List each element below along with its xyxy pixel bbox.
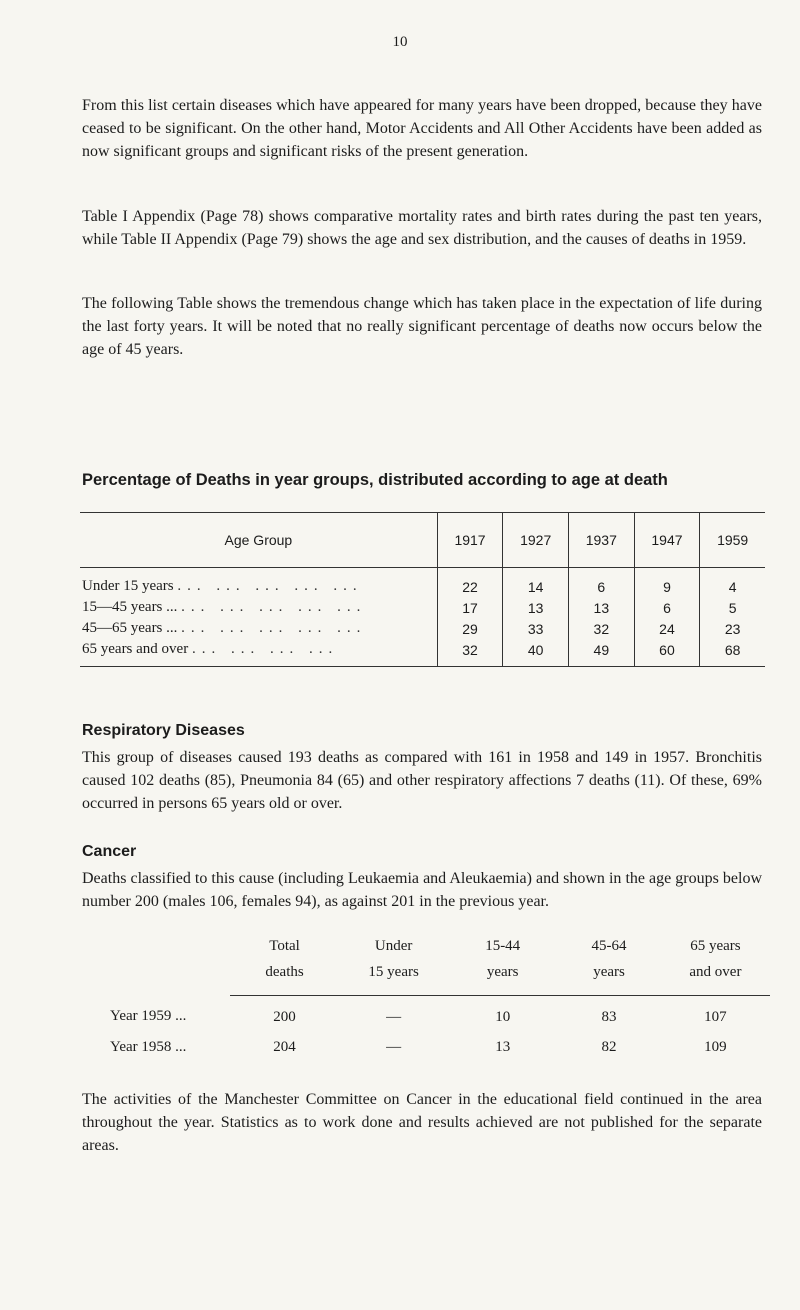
table-row (110, 1032, 770, 1062)
mortality-table (80, 512, 765, 667)
year-header: 1947 (634, 513, 700, 568)
table-cell: 10 (495, 1008, 511, 1025)
row-label: 65 years and over ... ... ... ... (82, 641, 339, 657)
table-cell: 32 (569, 618, 635, 639)
table-cell: 17 (437, 597, 503, 618)
table-cell: 13 (495, 1038, 511, 1055)
appendix-paragraph: Table I Appendix (Page 78) shows comparative mortality rates and birth rates during the past ten years, while Table II Appendix (Page 79) shows the age and sex distribution, and the causes of deaths in 1959. (82, 208, 762, 248)
column-header: years (448, 959, 557, 996)
table-cell: 23 (700, 618, 765, 639)
column-header: Under (374, 937, 413, 954)
table-bottom-rule (80, 667, 765, 668)
table-cell: 83 (601, 1008, 617, 1025)
table-cell: — (386, 1038, 402, 1055)
year-header: 1959 (700, 513, 765, 568)
cancer-heading: Cancer (82, 843, 137, 860)
year-header: 1917 (437, 513, 503, 568)
row-label: Under 15 years ... ... ... ... ... (82, 578, 363, 594)
table-cell: 60 (634, 639, 700, 667)
age-group-header: Age Group (80, 513, 437, 568)
table-cell: 49 (569, 639, 635, 667)
table-row (80, 639, 765, 667)
table-cell: 33 (503, 618, 569, 639)
column-header: and over (661, 959, 770, 996)
column-header: 15-44 (485, 937, 521, 954)
table-cell: 29 (437, 618, 503, 639)
cancer-table (110, 933, 770, 1062)
column-header: years (557, 959, 661, 996)
year-header: 1937 (569, 513, 635, 568)
cancer-paragraph: Deaths classified to this cause (including Leukaemia and Aleukaemia) and shown in the age groups below number 200 (males 106, females 94), as against 201 in the previous year. (82, 870, 762, 910)
table-row (110, 996, 770, 1033)
table-row (80, 618, 765, 639)
table-cell: 82 (601, 1038, 617, 1055)
column-header: Total (269, 937, 300, 954)
row-label: Year 1959 ... (110, 1008, 187, 1025)
cancer-closing-paragraph: The activities of the Manchester Committee on Cancer in the educational field continued in the area throughout the year. Statistics as to work done and results achieved are not published for the separate areas. (82, 1091, 762, 1154)
cancer-header-row (110, 933, 770, 959)
page-number: 10 (392, 34, 408, 50)
row-label: 15—45 years ... ... ... ... ... ... (82, 599, 367, 615)
life-expectancy-paragraph: The following Table shows the tremendous change which has taken place in the expectation of life during the last forty years. It will be noted that no really significant percentage of deaths now occurs below the age of 45 years. (82, 295, 762, 358)
table-cell: 200 (273, 1008, 296, 1025)
table-cell: 13 (569, 597, 635, 618)
year-header: 1927 (503, 513, 569, 568)
mortality-table-title: Percentage of Deaths in year groups, distributed according to age at death (82, 471, 668, 489)
table-cell: — (386, 1008, 402, 1025)
table-cell: 109 (704, 1038, 727, 1055)
table-cell: 40 (503, 639, 569, 667)
column-header: 45-64 (591, 937, 627, 954)
table-row (80, 568, 765, 598)
table-cell: 6 (569, 568, 635, 598)
respiratory-paragraph: This group of diseases caused 193 deaths as compared with 161 in 1958 and 149 in 1957. Bronchitis caused 102 deaths (85), Pneumonia 84 (65) and other respiratory affections 7 deaths (11). Of these, 69% occurred in persons 65 years old or over. (82, 749, 762, 812)
intro-paragraph: From this list certain diseases which have appeared for many years have been dropped, because they have ceased to be significant. On the other hand, Motor Accidents and All Other Accidents have been added as now significant groups and significant risks of the present generation. (82, 97, 762, 160)
table-cell: 13 (503, 597, 569, 618)
table-cell: 68 (700, 639, 765, 667)
row-label: Year 1958 ... (110, 1038, 187, 1055)
column-header: deaths (230, 959, 339, 996)
mortality-table-header-row (80, 513, 765, 568)
row-label: 45—65 years ... ... ... ... ... ... (82, 620, 367, 636)
table-cell: 24 (634, 618, 700, 639)
column-header: 65 years (690, 937, 741, 954)
table-row (80, 597, 765, 618)
table-cell: 22 (437, 568, 503, 598)
table-cell: 9 (634, 568, 700, 598)
table-cell: 32 (437, 639, 503, 667)
cancer-header-row (110, 959, 770, 996)
table-cell: 14 (503, 568, 569, 598)
table-cell: 107 (704, 1008, 727, 1025)
table-cell: 5 (700, 597, 765, 618)
table-cell: 4 (700, 568, 765, 598)
column-header: 15 years (339, 959, 448, 996)
respiratory-heading: Respiratory Diseases (82, 722, 245, 739)
table-cell: 204 (273, 1038, 296, 1055)
table-cell: 6 (634, 597, 700, 618)
